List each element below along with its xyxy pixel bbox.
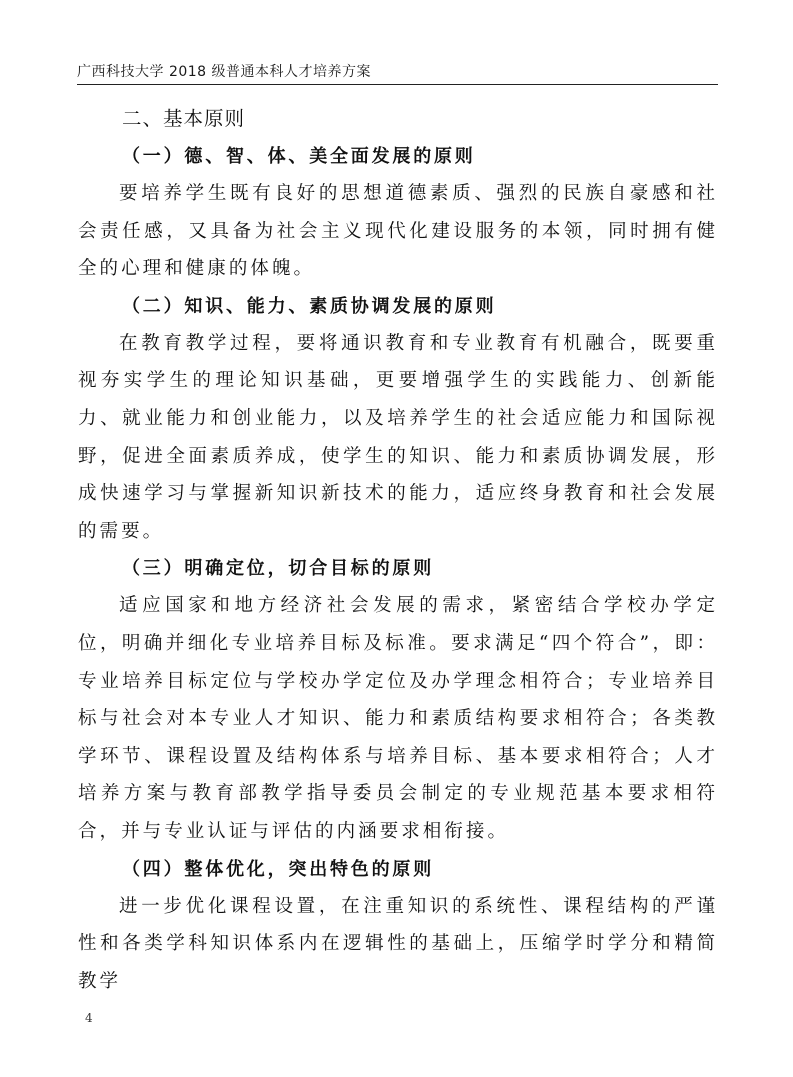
principle-paragraph-1: 要培养学生既有良好的思想道德素质、强烈的民族自豪感和社会责任感，又具备为社会主义现代化建设服务的本领，同时拥有健全的心理和健康的体魄。 — [78, 183, 718, 280]
section-title: 二、基本原则 — [122, 107, 246, 130]
principle-heading-4: （四）整体优化，突出特色的原则 — [122, 858, 434, 880]
principle-paragraph-4: 进一步优化课程设置，在注重知识的系统性、课程结构的严谨性和各类学科知识体系内在逻辑性的基础上，压缩学时学分和精简教学 — [78, 895, 718, 992]
page-header: 广西科技大学 2018 级普通本科人才培养方案 — [77, 64, 372, 80]
principle-heading-1: （一）德、智、体、美全面发展的原则 — [122, 146, 476, 167]
document-body — [78, 100, 718, 1000]
principle-paragraph-3: 适应国家和地方经济社会发展的需求，紧密结合学校办学定位，明确并细化专业培养目标及标准。要求满足“四个符合”，即：专业培养目标定位与学校办学定位及办学理念相符合；专业培养目标与社会对本专业人才知识、能力和素质结构要求相符合；各类教学环节、课程设置及结构体系与培养目标、基本要求相符合；人才培养方案与教育部教学指导委员会制定的专业规范基本要求相符合，并与专业认证与评估的内涵要求相衔接。 — [78, 595, 718, 842]
principle-heading-3: （三）明确定位，切合目标的原则 — [122, 558, 434, 580]
principle-paragraph-2: 在教育教学过程，要将通识教育和专业教育有机融合，既要重视夯实学生的理论知识基础，更要增强学生的实践能力、创新能力、就业能力和创业能力，以及培养学生的社会适应能力和国际视野，促进全面素质养成，使学生的知识、能力和素质协调发展，形成快速学习与掌握新知识新技术的能力，适应终身教育和社会发展的需要。 — [78, 332, 718, 542]
header-divider — [77, 84, 718, 85]
principle-heading-2: （二）知识、能力、素质协调发展的原则 — [122, 295, 497, 317]
page-number: 4 — [85, 1011, 93, 1025]
